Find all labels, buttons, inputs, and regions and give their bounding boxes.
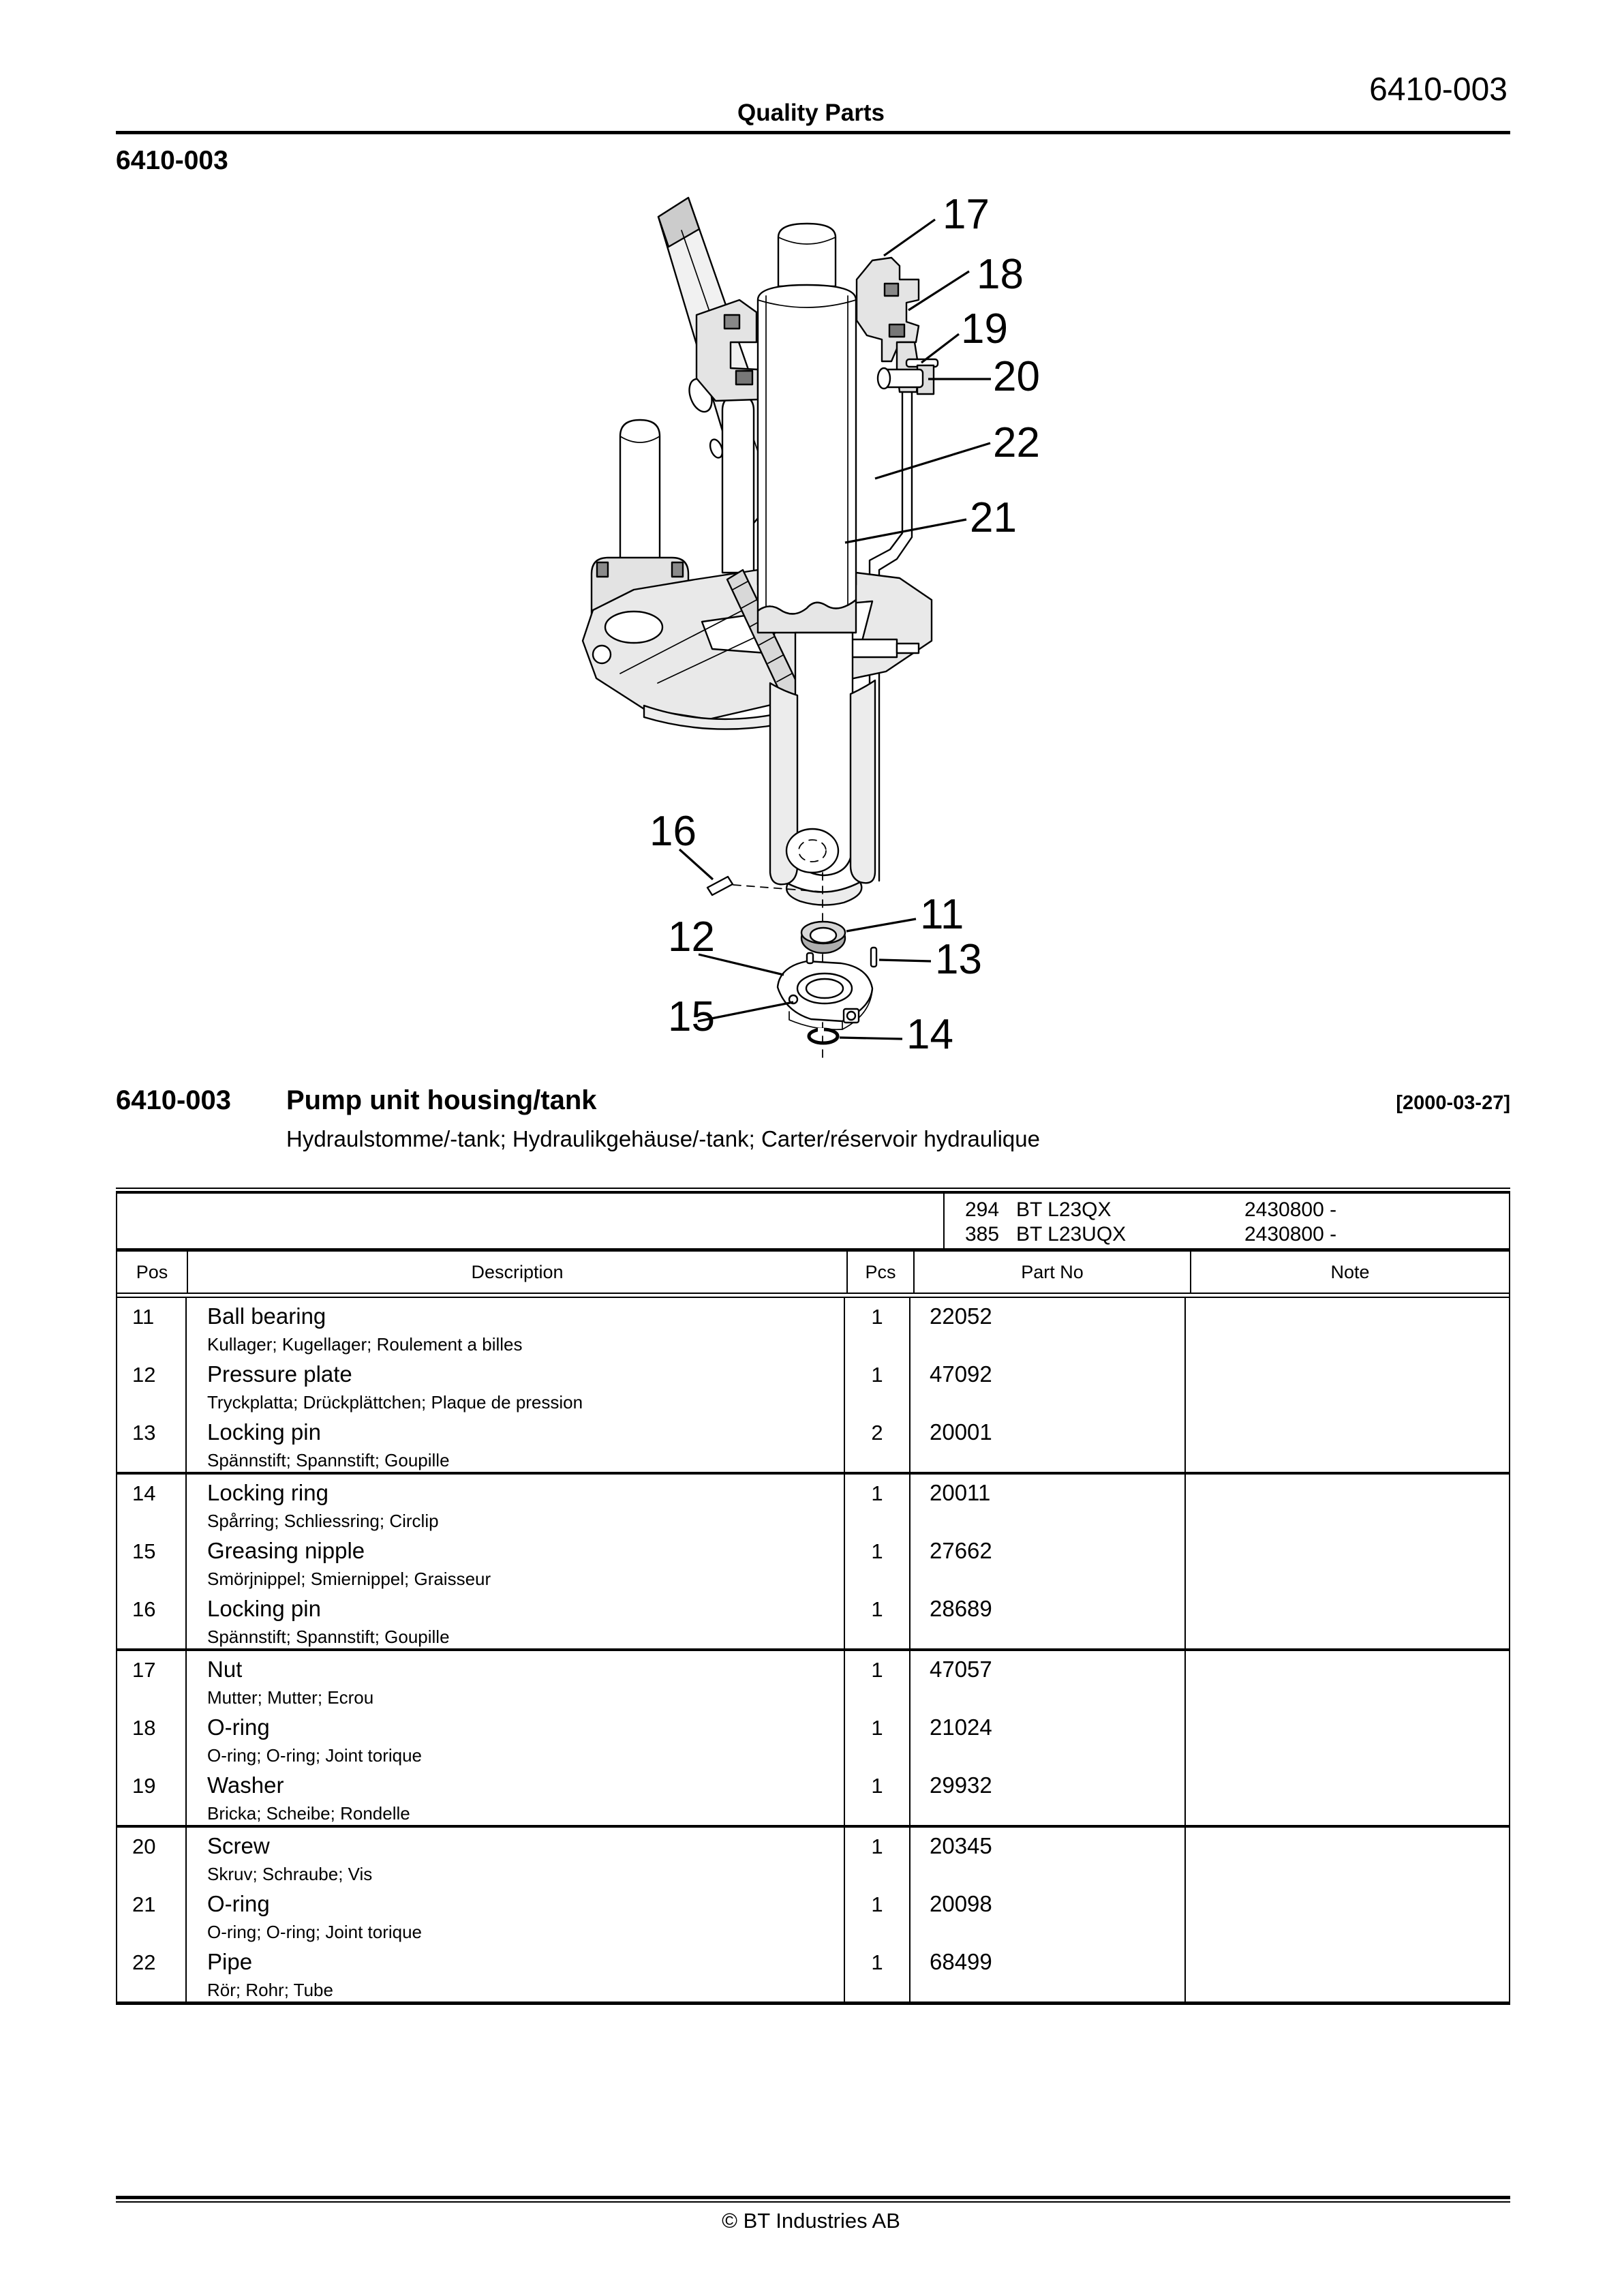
model-name: BT L23QX (1016, 1198, 1112, 1221)
row-pos: 16 (117, 1590, 187, 1648)
column-header-row (117, 1252, 1509, 1293)
row-pcs: 1 (845, 1709, 911, 1767)
callout-leader-11 (846, 919, 916, 931)
diagram-callout-20: 20 (993, 353, 1040, 400)
row-part-no: 29932 (911, 1767, 1186, 1825)
table-row (117, 1298, 1509, 1356)
header-double-line (117, 1293, 1509, 1298)
row-part-no: 20345 (911, 1828, 1186, 1886)
row-pcs: 1 (845, 1828, 911, 1886)
row-description-cell (187, 1590, 845, 1648)
table-top-border (116, 1188, 1510, 1194)
footer-rule (116, 2196, 1510, 2203)
table-row-group (117, 1828, 1509, 2002)
diagram-callout-17: 17 (943, 191, 990, 238)
row-part-no: 20098 (911, 1886, 1186, 1944)
row-part-no: 20011 (911, 1475, 1186, 1532)
row-description-translations: Rör; Rohr; Tube (207, 1980, 333, 2000)
model-name: BT L23UQX (1016, 1223, 1127, 1245)
table-bottom-border (116, 2002, 1510, 2005)
table-row (117, 1709, 1509, 1767)
row-description-cell (187, 1767, 845, 1825)
row-note (1186, 1944, 1509, 2002)
row-description-translations: Smörjnippel; Smiernippel; Graisseur (207, 1569, 491, 1589)
table-row (117, 1356, 1509, 1414)
row-description-translations: O-ring; O-ring; Joint torique (207, 1922, 423, 1942)
row-description: Washer (207, 1772, 284, 1798)
callout-leader-22 (875, 443, 990, 479)
row-part-no: 47057 (911, 1651, 1186, 1709)
parts-table-body (117, 1298, 1509, 2002)
row-description-cell (187, 1651, 845, 1709)
row-pcs: 1 (845, 1651, 911, 1709)
table-row-group (117, 1298, 1509, 1475)
locking-pin-13 (871, 948, 876, 967)
table-row-group (117, 1651, 1509, 1828)
table-row (117, 1414, 1509, 1472)
row-description: Ball bearing (207, 1303, 326, 1329)
row-pos: 22 (117, 1944, 187, 2002)
doc-number-left: 6410-003 (116, 146, 228, 175)
row-part-no: 27662 (911, 1532, 1186, 1590)
row-description-translations: Skruv; Schraube; Vis (207, 1864, 373, 1884)
callout-leader-14 (840, 1038, 902, 1039)
row-note (1186, 1709, 1509, 1767)
table-row (117, 1532, 1509, 1590)
row-pcs: 1 (845, 1944, 911, 2002)
model-code: 385 (965, 1223, 1000, 1245)
page-header-title: Quality Parts (737, 100, 885, 126)
table-row (117, 1767, 1509, 1825)
row-pos: 11 (117, 1298, 187, 1356)
row-pos: 13 (117, 1414, 187, 1472)
section-title: Pump unit housing/tank (286, 1085, 597, 1115)
model-row (965, 1198, 1509, 1222)
diagram-callout-18: 18 (977, 251, 1024, 298)
row-description: Pipe (207, 1949, 253, 1974)
diagram-callout-16: 16 (649, 808, 697, 855)
row-part-no: 47092 (911, 1356, 1186, 1414)
row-description-translations: Mutter; Mutter; Ecrou (207, 1687, 374, 1708)
ball-bearing (801, 922, 845, 953)
row-description: O-ring (207, 1891, 270, 1916)
row-description-cell (187, 1475, 845, 1532)
table-row (117, 1944, 1509, 2002)
model-header-spacer (117, 1194, 945, 1248)
table-row-group (117, 1475, 1509, 1651)
row-description: Locking pin (207, 1596, 321, 1621)
callout-leader-17 (884, 220, 935, 256)
row-note (1186, 1651, 1509, 1709)
row-description-cell (187, 1532, 845, 1590)
row-pos: 15 (117, 1532, 187, 1590)
row-note (1186, 1414, 1509, 1472)
row-description: Nut (207, 1657, 243, 1682)
row-description-cell (187, 1886, 845, 1944)
row-description: Locking ring (207, 1480, 328, 1505)
page-header-doc-number: 6410-003 (1369, 72, 1508, 108)
row-description-translations: Kullager; Kugellager; Roulement a billes (207, 1334, 523, 1355)
row-pos: 18 (117, 1709, 187, 1767)
diagram-callout-13: 13 (935, 936, 982, 983)
model-serial: 2430800 - (1244, 1223, 1337, 1245)
diagram-callout-22: 22 (993, 419, 1040, 466)
row-note (1186, 1356, 1509, 1414)
section-date: [2000-03-27] (1396, 1092, 1510, 1114)
row-description-cell (187, 1298, 845, 1356)
row-description-translations: Bricka; Scheibe; Rondelle (207, 1803, 410, 1824)
diagram-callout-11: 11 (920, 891, 964, 938)
row-description-translations: Spännstift; Spannstift; Goupille (207, 1450, 450, 1470)
row-description-cell (187, 1414, 845, 1472)
row-pcs: 1 (845, 1298, 911, 1356)
callout-leader-19 (921, 334, 959, 363)
row-note (1186, 1767, 1509, 1825)
callout-leader-13 (879, 960, 931, 961)
column-header-description: Description (188, 1252, 848, 1293)
row-pos: 17 (117, 1651, 187, 1709)
row-pos: 21 (117, 1886, 187, 1944)
callout-leader-21 (845, 519, 966, 543)
row-description: Locking pin (207, 1419, 321, 1445)
row-part-no: 68499 (911, 1944, 1186, 2002)
row-note (1186, 1298, 1509, 1356)
row-note (1186, 1828, 1509, 1886)
row-pcs: 1 (845, 1767, 911, 1825)
row-description-translations: O-ring; O-ring; Joint torique (207, 1745, 423, 1766)
table-row (117, 1828, 1509, 1886)
table-row (117, 1590, 1509, 1648)
pressure-plate (778, 953, 872, 1029)
row-description: Screw (207, 1833, 270, 1858)
row-description: Greasing nipple (207, 1538, 365, 1563)
diagram-callout-19: 19 (961, 305, 1008, 352)
table-row (117, 1886, 1509, 1944)
row-description-translations: Spännstift; Spannstift; Goupille (207, 1627, 450, 1647)
row-note (1186, 1886, 1509, 1944)
row-pos: 14 (117, 1475, 187, 1532)
row-description-cell (187, 1356, 845, 1414)
model-header-row (117, 1194, 1509, 1248)
row-pos: 20 (117, 1828, 187, 1886)
row-pcs: 1 (845, 1475, 911, 1532)
column-header-pcs: Pcs (848, 1252, 915, 1293)
row-pcs: 2 (845, 1414, 911, 1472)
row-description-translations: Tryckplatta; Drückplättchen; Plaque de pression (207, 1392, 583, 1413)
row-description-cell (187, 1709, 845, 1767)
model-serial: 2430800 - (1244, 1198, 1337, 1221)
row-description: Pressure plate (207, 1361, 352, 1387)
model-code: 294 (965, 1198, 1000, 1221)
row-pos: 12 (117, 1356, 187, 1414)
row-pcs: 1 (845, 1356, 911, 1414)
row-description: O-ring (207, 1715, 270, 1740)
row-pos: 19 (117, 1767, 187, 1825)
table-row (117, 1651, 1509, 1709)
row-part-no: 22052 (911, 1298, 1186, 1356)
model-list (945, 1194, 1509, 1248)
row-note (1186, 1475, 1509, 1532)
exploded-diagram (518, 164, 1104, 1070)
column-header-part-no: Part No (915, 1252, 1191, 1293)
header-rule (116, 131, 1510, 134)
row-part-no: 20001 (911, 1414, 1186, 1472)
row-description-translations: Spårring; Schliessring; Circlip (207, 1511, 439, 1531)
row-pcs: 1 (845, 1532, 911, 1590)
row-pcs: 1 (845, 1886, 911, 1944)
row-note (1186, 1590, 1509, 1648)
row-description-cell (187, 1828, 845, 1886)
row-part-no: 21024 (911, 1709, 1186, 1767)
center-line-horizontal (733, 885, 821, 892)
diagram-callout-21: 21 (970, 494, 1017, 541)
column-header-pos: Pos (117, 1252, 188, 1293)
table-row (117, 1475, 1509, 1532)
diagram-callout-15: 15 (668, 993, 715, 1040)
row-part-no: 28689 (911, 1590, 1186, 1648)
diagram-callout-12: 12 (668, 913, 715, 961)
row-pcs: 1 (845, 1590, 911, 1648)
section-subtitle: Hydraulstomme/-tank; Hydraulikgehäuse/-tank; Carter/réservoir hydraulique (286, 1126, 1040, 1151)
column-header-note: Note (1330, 1261, 1370, 1282)
locking-ring (809, 1028, 838, 1043)
diagram-callout-14: 14 (906, 1011, 953, 1058)
locking-pin-16 (707, 877, 733, 895)
parts-table (116, 1188, 1510, 2005)
row-description-cell (187, 1944, 845, 2002)
row-note (1186, 1532, 1509, 1590)
footer-copyright: © BT Industries AB (722, 2209, 900, 2233)
section-number: 6410-003 (116, 1085, 232, 1115)
model-row (965, 1222, 1509, 1247)
